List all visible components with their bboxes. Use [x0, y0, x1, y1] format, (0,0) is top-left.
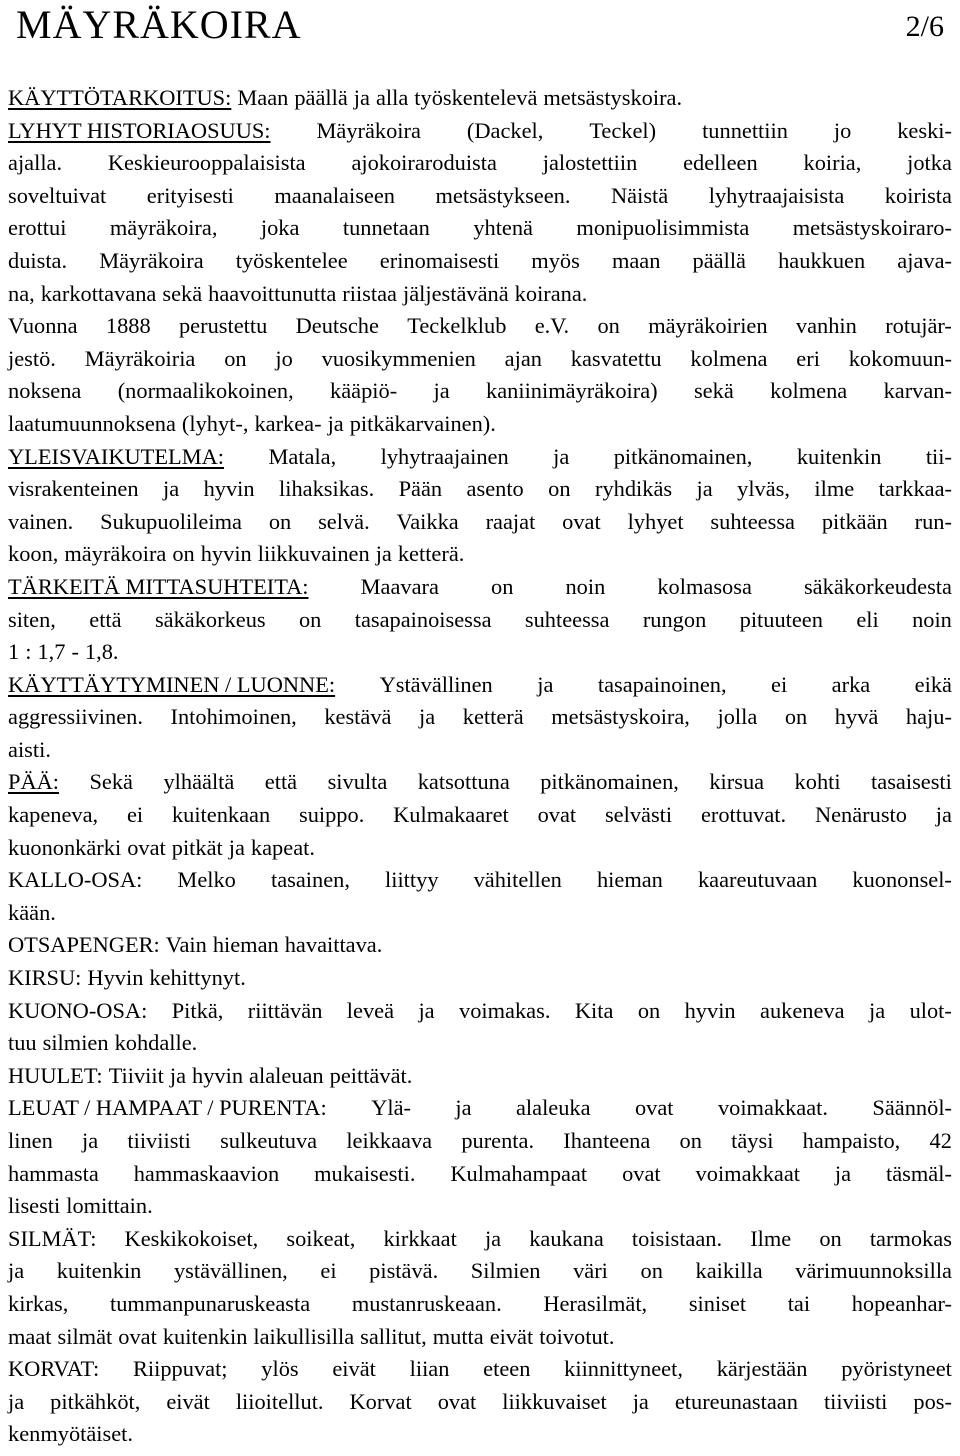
text-line: 1 : 1,7 - 1,8.	[8, 639, 119, 665]
section-label: KIRSU:	[8, 965, 82, 991]
text-line: siten, että säkäkorkeus on tasapainoisessa suhteessa rungon pituuteen eli noin	[8, 606, 952, 632]
text-line: ja kuitenkin ystävällinen, ei pistävä. Silmien väri on kaikilla värimuunnoksilla	[8, 1258, 952, 1284]
text-line: laatumuunnoksena (lyhyt-, karkea- ja pitkäkarvainen).	[8, 410, 496, 436]
section-label: YLEISVAIKUTELMA:	[8, 443, 225, 469]
section-label: KÄYTTÖTARKOITUS:	[8, 85, 232, 110]
text-line: koon, mäyräkoira on hyvin liikkuvainen ja ketterä.	[8, 541, 465, 567]
text-line: KÄYTTÄYTYMINEN / LUONNE: Ystävällinen ja tasapainoinen, ei arka eikä	[8, 669, 952, 702]
text-line: linen ja tiiviisti sulkeutuva leikkaava purenta. Ihanteena on täysi hampaisto, 42	[8, 1128, 952, 1153]
text-line: na, karkottavana sekä haavoittunutta riistaa jäljestävänä koirana.	[8, 280, 588, 306]
text-line: tuu silmien kohdalle.	[8, 1030, 198, 1056]
text-line: jestö. Mäyräkoiria on jo vuosikymmenien ajan kasvatettu kolmena eri kokomuun-	[8, 345, 952, 371]
page-number: 2/6	[905, 10, 944, 43]
section-label: TÄRKEITÄ MITTASUHTEITA:	[8, 573, 309, 599]
text-line: KALLO-OSA: Melko tasainen, liittyy vähitellen hieman kaareutuvaan kuononsel-	[8, 864, 952, 897]
body-text	[8, 82, 952, 1451]
document-title: MÄYRÄKOIRA	[16, 2, 302, 47]
text-line: kapeneva, ei kuitenkaan suippo. Kulmakaaret ovat selvästi erottuvat. Nenärusto ja	[8, 802, 952, 828]
section-label: HUULET:	[8, 1062, 103, 1088]
section-label: OTSAPENGER:	[8, 932, 160, 958]
text-line: LYHYT HISTORIAOSUUS: Mäyräkoira (Dackel, Teckel) tunnettiin jo keski-	[8, 115, 952, 148]
text-line: erottui mäyräkoira, joka tunnetaan yhtenä monipuolisimmista metsästyskoiraro-	[8, 215, 952, 241]
text-line: KÄYTTÖTARKOITUS: Maan päällä ja alla työskentelevä metsästyskoira.	[8, 82, 952, 115]
section-label: SILMÄT:	[8, 1225, 97, 1251]
section-label: KORVAT:	[8, 1356, 100, 1382]
text-line: KORVAT: Riippuvat; ylös eivät liian eteen kiinnittyneet, kärjestään pyöristyneet	[8, 1353, 952, 1386]
text-line: Vuonna 1888 perustettu Deutsche Teckelklub e.V. on mäyräkoirien vanhin rotujär-	[8, 313, 952, 339]
section-label: LYHYT HISTORIAOSUUS:	[8, 117, 271, 143]
text-line: duista. Mäyräkoira työskentelee erinomaisesti myös maan päällä haukkuen ajava-	[8, 247, 952, 273]
text-line: aisti.	[8, 736, 51, 762]
text-line: PÄÄ: Sekä ylhäältä että sivulta katsottuna pitkänomainen, kirsua kohti tasaisesti	[8, 766, 952, 799]
text-line: KIRSU: Hyvin kehittynyt.	[8, 962, 952, 995]
text-line: kirkas, tummanpunaruskeasta mustanruskeaan. Herasilmät, siniset tai hopeanhar-	[8, 1290, 952, 1316]
text-line: aggressiivinen. Intohimoinen, kestävä ja ketterä metsästyskoira, jolla on hyvä haju-	[8, 704, 952, 730]
text-line: SILMÄT: Keskikokoiset, soikeat, kirkkaat ja kaukana toisistaan. Ilme on tarmokas	[8, 1223, 952, 1256]
text-line: kenmyötäiset.	[8, 1421, 133, 1447]
text-line: kään.	[8, 899, 56, 925]
section-label: KALLO-OSA:	[8, 867, 143, 893]
text-line: kuononkärki ovat pitkät ja kapeat.	[8, 834, 315, 860]
text-line: soveltuivat erityisesti maanalaiseen metsästykseen. Näistä lyhytraajaisista koirista	[8, 182, 952, 208]
text-line: maat silmät ovat kuitenkin laikullisilla sallitut, mutta eivät toivotut.	[8, 1323, 615, 1349]
text-line: HUULET: Tiiviit ja hyvin alaleuan peittävät.	[8, 1060, 952, 1093]
section-label: KUONO-OSA:	[8, 997, 148, 1023]
text-line: LEUAT / HAMPAAT / PURENTA: Ylä- ja alaleuka ovat voimakkaat. Säännöl-	[8, 1092, 952, 1125]
text-line: KUONO-OSA: Pitkä, riittävän leveä ja voimakas. Kita on hyvin aukeneva ja ulot-	[8, 995, 952, 1028]
text-line: vainen. Sukupuolileima on selvä. Vaikka raajat ovat lyhyet suhteessa pitkään run-	[8, 508, 952, 534]
text-line: TÄRKEITÄ MITTASUHTEITA: Maavara on noin kolmasosa säkäkorkeudesta	[8, 571, 952, 604]
text-line: visrakenteinen ja hyvin lihaksikas. Pään asento on ryhdikäs ja ylväs, ilme tarkkaa-	[8, 476, 952, 502]
text-line: ajalla. Keskieurooppalaisista ajokoiraroduista jalostettiin edelleen koiria, jotka	[8, 150, 952, 176]
text-line: lisesti lomittain.	[8, 1193, 153, 1219]
text-line: YLEISVAIKUTELMA: Matala, lyhytraajainen ja pitkänomainen, kuitenkin tii-	[8, 441, 952, 474]
page-header	[8, 0, 952, 70]
text-line: noksena (normaalikokoinen, kääpiö- ja kaniinimäyräkoira) sekä kolmena karvan-	[8, 378, 952, 404]
section-label: KÄYTTÄYTYMINEN / LUONNE:	[8, 671, 336, 697]
section-label: PÄÄ:	[8, 769, 60, 795]
text-line: ja pitkähköt, eivät liioitellut. Korvat ovat liikkuvaiset ja etureunastaan tiiviisti pos-	[8, 1388, 952, 1414]
section-label: LEUAT / HAMPAAT / PURENTA:	[8, 1095, 327, 1121]
text-line: hammasta hammaskaavion mukaisesti. Kulmahampaat ovat voimakkaat ja täsmäl-	[8, 1160, 952, 1186]
text-line: OTSAPENGER: Vain hieman havaittava.	[8, 929, 952, 962]
